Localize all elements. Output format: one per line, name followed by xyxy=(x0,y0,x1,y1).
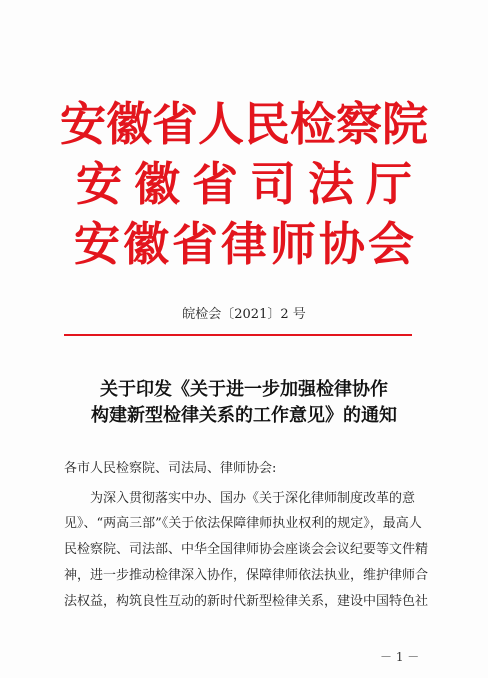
body-paragraph-line: 法权益，构筑良性互动的新时代新型检律关系，建设中国特色社 xyxy=(64,594,429,609)
addressee: 各市人民检察院、司法局、律师协会: xyxy=(64,461,277,476)
body-paragraph-line: 神，进一步推动检律深入协作，保障律师依法执业，维护律师合 xyxy=(64,568,429,583)
document-title-line-1: 关于印发《关于进一步加强检律协作 xyxy=(100,379,388,400)
issuer-procuratorate: 安徽省人民检察院 xyxy=(60,97,428,151)
issuer-justice-department: 安徽省司法厅 xyxy=(76,157,424,211)
red-divider-line xyxy=(64,334,412,336)
issuer-lawyers-association: 安徽省律师协会 xyxy=(74,217,417,271)
body-paragraph-line: 见》、“两高三部”《关于依法保障律师执业权利的规定》，最高人 xyxy=(64,516,422,531)
body-paragraph-line: 民检察院、司法部、中华全国律师协会座谈会会议纪要等文件精 xyxy=(64,542,429,557)
document-number: 皖检会〔2021〕2 号 xyxy=(182,307,306,322)
body-paragraph-line: 为深入贯彻落实中办、国办《关于深化律师制度改革的意 xyxy=(90,491,416,506)
page-number: － 1 － xyxy=(380,650,420,664)
document-title-line-2: 构建新型检律关系的工作意见》的通知 xyxy=(91,405,397,426)
